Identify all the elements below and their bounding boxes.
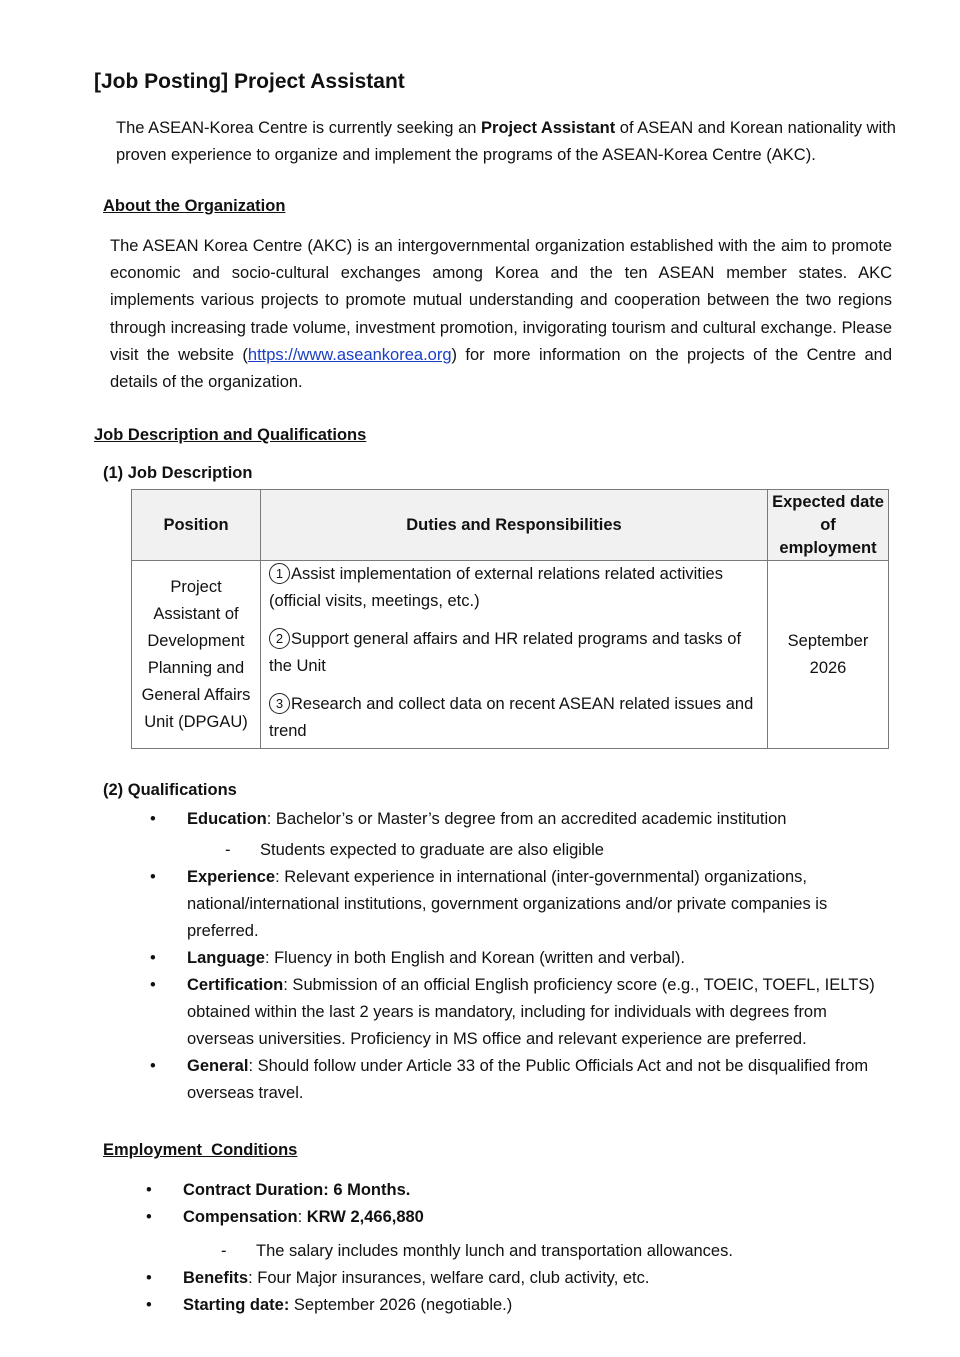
sub-item (187, 837, 895, 864)
about-paragraph (110, 233, 892, 396)
list-item (146, 1204, 906, 1265)
bullet: • (150, 868, 156, 886)
bullet: • (146, 1296, 152, 1314)
employment-list (146, 1177, 906, 1319)
duty-item (269, 691, 761, 745)
qual-text: : Bachelor’s or Master’s degree from an accredited academic institution (266, 810, 787, 828)
date-text: September 2026 (787, 631, 869, 677)
intro-paragraph (116, 115, 906, 169)
bullet: • (146, 1208, 152, 1226)
list-item (150, 972, 895, 1053)
date-cell (768, 561, 889, 749)
dash: - (225, 841, 231, 859)
position-cell: Project Assistant of Development Planning and General Affairs Unit (DPGAU) (132, 561, 261, 749)
qual-text: : Should follow under Article 33 of the Public Officials Act and not be disqualified from overseas travel. (187, 1057, 869, 1102)
emp-label: Benefits (183, 1269, 249, 1287)
bullet: • (146, 1181, 152, 1199)
page-title: [Job Posting] Project Assistant (94, 70, 405, 93)
sub-text: The salary includes monthly lunch and transportation allowances. (256, 1242, 733, 1260)
list-item (150, 1053, 895, 1107)
header-position: Position (132, 490, 261, 561)
list-item (146, 1177, 906, 1204)
duty-item (269, 626, 761, 680)
sub-item (183, 1238, 906, 1265)
circled-number-3: 3 (269, 693, 290, 714)
list-item (146, 1265, 906, 1292)
table-row (132, 561, 889, 749)
bullet: • (150, 1057, 156, 1075)
about-text: The ASEAN Korea Centre (AKC) is an intergovernmental organization established with the aim to promote economic and socio-cultural exchanges among Korea and the ten ASEAN member states. AKC implements various projects to promote mutual understanding and cooperation between the two regions through increasing trade volume, investment promotion, invigorating tourism and cultural exchange. Please visit the website ( (110, 237, 892, 364)
duty-text: Support general affairs and HR related programs and tasks of the Unit (269, 630, 742, 675)
bullet: • (146, 1269, 152, 1287)
qual-label: Education (187, 810, 267, 828)
intro-text-end: of ASEAN and Korean nationality with proven experience to organize and implement the programs of the ASEAN-Korea Centre (AKC). (116, 119, 896, 164)
qual-label: Language (187, 949, 265, 967)
bullet: • (150, 810, 156, 828)
bullet: • (150, 949, 156, 967)
duty-text: Research and collect data on recent ASEAN related issues and trend (269, 695, 754, 740)
job-qualifications-heading: Job Description and Qualifications (94, 426, 367, 444)
qual-text: : Submission of an official English proficiency score (e.g., TOEIC, TOEFL, IELTS) obtained within the last 2 years is mandatory, including for individuals with degrees from overseas universities. Proficiency in MS office and relevant experience are preferred. (187, 976, 875, 1048)
qual-label: General (187, 1057, 249, 1075)
about-heading: About the Organization (103, 197, 286, 215)
dash: - (221, 1242, 227, 1260)
emp-text: : (297, 1208, 307, 1226)
header-duties: Duties and Responsibilities (261, 490, 768, 561)
circled-number-2: 2 (269, 628, 290, 649)
bullet: • (150, 976, 156, 994)
qualifications-list (150, 806, 895, 1107)
emp-label: Starting date: (183, 1296, 290, 1314)
table-header-row (132, 490, 889, 561)
circled-number-1: 1 (269, 563, 290, 584)
list-item (150, 864, 895, 945)
qual-text: : Relevant experience in international (inter-governmental) organizations, national/international institutions, government organizations and/or private companies is preferred. (187, 868, 828, 940)
job-description-table (131, 489, 889, 749)
header-date: Expected date of employment (768, 490, 889, 561)
intro-text: The ASEAN-Korea Centre is currently seeking an (116, 119, 482, 137)
duty-item (269, 561, 761, 615)
about-text-end: ) for more information on the projects of the Centre and details of the organization. (110, 345, 892, 392)
emp-value: KRW 2,466,880 (306, 1208, 424, 1226)
qual-label: Experience (187, 868, 276, 886)
list-item (150, 945, 895, 972)
sub-text: Students expected to graduate are also eligible (260, 841, 604, 859)
list-item (146, 1292, 906, 1319)
website-link[interactable]: https://www.aseankorea.org (247, 345, 452, 364)
emp-text: : Four Major insurances, welfare card, club activity, etc. (248, 1269, 650, 1287)
emp-label: Contract Duration: 6 Months. (183, 1181, 411, 1199)
employment-heading: Employment Conditions (103, 1141, 298, 1159)
intro-role: Project Assistant (481, 119, 616, 137)
list-item (150, 806, 895, 864)
job-description-heading: (1) Job Description (103, 464, 253, 482)
qualifications-heading: (2) Qualifications (103, 781, 237, 799)
emp-label: Compensation (183, 1208, 298, 1226)
duty-text: Assist implementation of external relations related activities (official visits, meetings, etc.) (269, 565, 723, 610)
qual-text: : Fluency in both English and Korean (written and verbal). (264, 949, 686, 967)
qual-label: Certification (187, 976, 284, 994)
emp-text: September 2026 (negotiable.) (289, 1296, 513, 1314)
duties-cell (261, 561, 768, 749)
